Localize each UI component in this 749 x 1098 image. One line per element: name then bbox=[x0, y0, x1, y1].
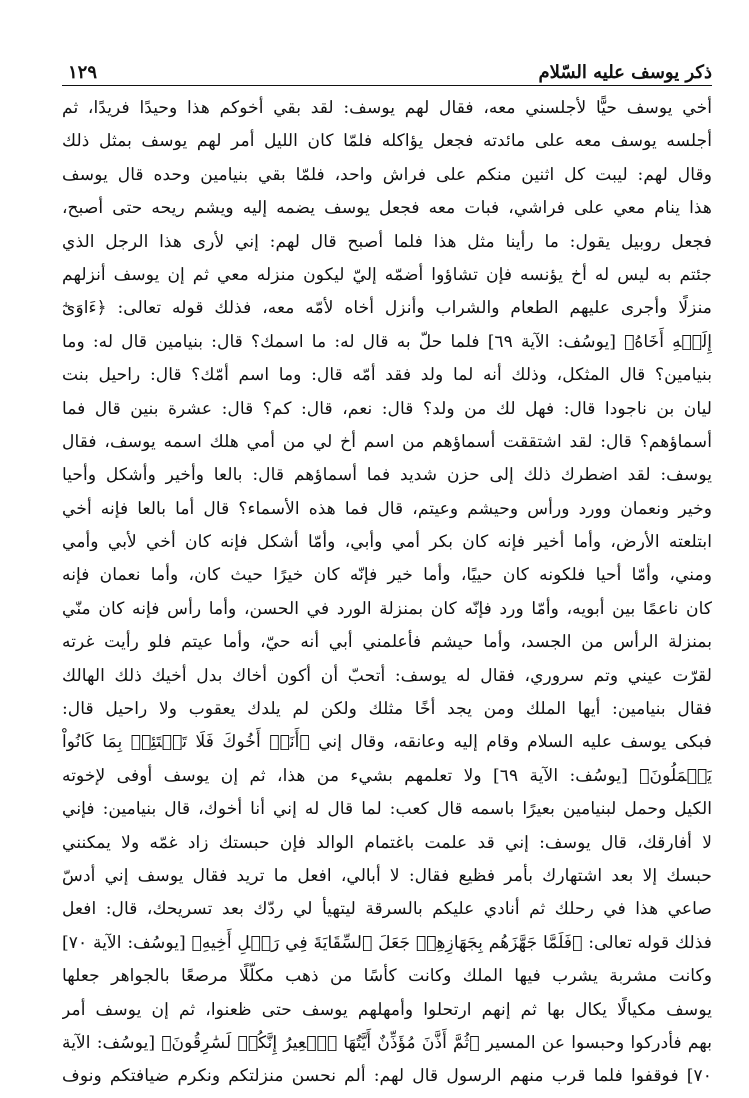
text-line: فجعل روبيل يقول: ما رأينا مثل هذا فلما أصبح قال لهم: إني لأرى هذا الرجل الذي bbox=[62, 231, 712, 252]
text-line: لقرّت عيني وتم سروري، فقال له يوسف: أتحبّ أن أكون أخاك بدل أخيك ذلك الهالك bbox=[62, 665, 712, 686]
text-line: أخي يوسف حيًّا لأجلسني معه، فقال لهم يوسف: لقد بقي أخوكم هذا وحيدًا فريدًا، ثم bbox=[62, 98, 712, 118]
running-title: ذكر يوسف عليه السّلام bbox=[538, 62, 712, 83]
text-line: وخير ونعمان وورد ورأس وحيشم وعيتم، قال فما هذه الأسماء؟ قال أما بالعا فإنه أخي bbox=[62, 498, 712, 519]
text-line: أسماؤهم؟ قال: لقد اشتققت أسماؤهم من اسم أخ لي من أمي هلك اسمه يوسف، فقال bbox=[62, 431, 712, 452]
text-line: بهم فأدركوا وحبسوا عن المسير ﴿ثُمَّ أَذَّنَ مُؤَذِّنٌ أَيَّتُهَا ٱلۡعِيرُ إِنَّكُمۡ لَسَٰرِقُونَ﴾ [يوسُف: الآية bbox=[62, 1032, 712, 1053]
text-line: ومني، وأمّا أحيا فلكونه كان حييًا، وأما خير فإنّه كان خيرًا حيث كان، وأما نعمان فإنه bbox=[62, 565, 712, 586]
text-line: لا أفارقك، قال يوسف: إني قد علمت باغتمام الوالد فإن حبستك زاد غمّه ولا يمكنني bbox=[62, 832, 712, 853]
text-line: فقال بنيامين: أيها الملك ومن يجد أخًا مثلك ولكن لم يلدك يعقوب ولا راحيل قال: bbox=[62, 699, 712, 720]
text-line: وقال لهم: ليبت كل اثنين منكم على فراش واحد، فلمّا بقي بنيامين وحده قال يوسف bbox=[62, 164, 712, 185]
text-line: ٧٠] فوقفوا فلما قرب منهم الرسول قال لهم: ألم نحسن منزلتكم ونكرم ضيافتكم ونوف bbox=[62, 1066, 712, 1087]
text-line: حبسك إلا بعد اشتهارك بأمر فظيع فقال: لا أبالي، افعل ما تريد فقال يوسف إني أدسّ bbox=[62, 865, 712, 886]
text-line: فذلك قوله تعالى: ﴿فَلَمَّا جَهَّزَهُم بِجَهَازِهِمۡ جَعَلَ ٱلسِّقَايَةَ فِي رَحۡلِ أَخِيهِ﴾ [يوسُف: الآية ٧٠] bbox=[62, 932, 712, 953]
text-line: كان ناعمًا بين أبويه، وأمّا ورد فإنّه كان بمنزلة الورد في الحسن، وأما رأس فإنه كان منّي bbox=[62, 598, 712, 619]
text-line: فبكى يوسف عليه السلام وقام إليه وعانقه، وقال إني ﴿أَنَا۠ أَخُوكَ فَلَا تَبۡتَئِسۡ بِمَا كَانُواْ bbox=[62, 732, 712, 753]
text-line: يوسف مكيالًا يكال بها ثم إنهم ارتحلوا وأمهلهم يوسف حتى ظعنوا، ثم إن يوسف أمر bbox=[62, 999, 712, 1020]
book-page bbox=[62, 52, 712, 1092]
text-line: ليان بن ناجودا قال: فهل لك من ولد؟ قال: نعم، قال: كم؟ قال: عشرة بنين قال فما bbox=[62, 398, 712, 419]
page-header bbox=[62, 52, 712, 86]
text-line: منزلًا وأجرى عليهم الطعام والشراب وأنزل أخاه لأمّه معه، فذلك قوله تعالى: ﴿ءَاوَىٰٓ bbox=[62, 298, 712, 319]
text-line: أجلسه يوسف معه على مائدته فجعل يؤاكله فلمّا كان الليل أمر لهم يوسف بمثل ذلك bbox=[62, 131, 712, 152]
text-line: إِلَيۡهِ أَخَاهُ﴾ [يوسُف: الآية ٦٩] فلما حلّ به قال له: ما اسمك؟ قال: بنيامين قال له: وما bbox=[62, 331, 712, 352]
text-line: هذا ينام معي على فراشي، فبات معه فجعل يوسف يضمه إليه ويشم ريحه حتى أصبح، bbox=[62, 198, 712, 219]
text-line: بمنزلة الرأس من الجسد، وأما حيشم فأعلمني أبي أنه حيّ، وأما عيتم فلو رأيت غرته bbox=[62, 632, 712, 653]
text-line: يَعۡمَلُونَ﴾ [يوسُف: الآية ٦٩] ولا تعلمهم بشيء من هذا، ثم إن يوسف أوفى لإخوته bbox=[62, 765, 712, 786]
text-line: جئتم به ليس له أخ يؤنسه فإن تشاؤوا أضمّه إليّ ليكون منزله معي ثم إن يوسف أنزلهم bbox=[62, 264, 712, 285]
text-line: ابتلعته الأرض، وأما أخير فإنه كان بكر أمي وأبي، وأمّا أشكل فإنه كان أخي لأبي وأمي bbox=[62, 532, 712, 553]
text-line: وكانت مشربة يشرب فيها الملك وكانت كأسًا من ذهب مكلّلًا مرصعًا بالجواهر جعلها bbox=[62, 966, 712, 987]
page-number: ١٢٩ bbox=[68, 62, 98, 83]
text-line: بنيامين؟ قال المثكل، وذلك أنه لما ولد فقد أمّه قال: وما اسم أمّك؟ قال: راحيل بنت bbox=[62, 365, 712, 386]
text-line: يوسف: لقد اضطرك ذلك إلى حزن شديد فما أسماؤهم قال: بالعا وأخير وأشكل وأحيا bbox=[62, 465, 712, 486]
text-line: صاعي هذا في رحلك ثم أنادي عليكم بالسرقة ليتهيأ لي ردّك بعد تسريحك، قال: افعل bbox=[62, 899, 712, 920]
text-line: الكيل وحمل لبنيامين بعيرًا باسمه قال كعب: لما قال له إني أنا أخوك، قال بنيامين: فإني bbox=[62, 799, 712, 820]
body-text bbox=[62, 92, 712, 1094]
